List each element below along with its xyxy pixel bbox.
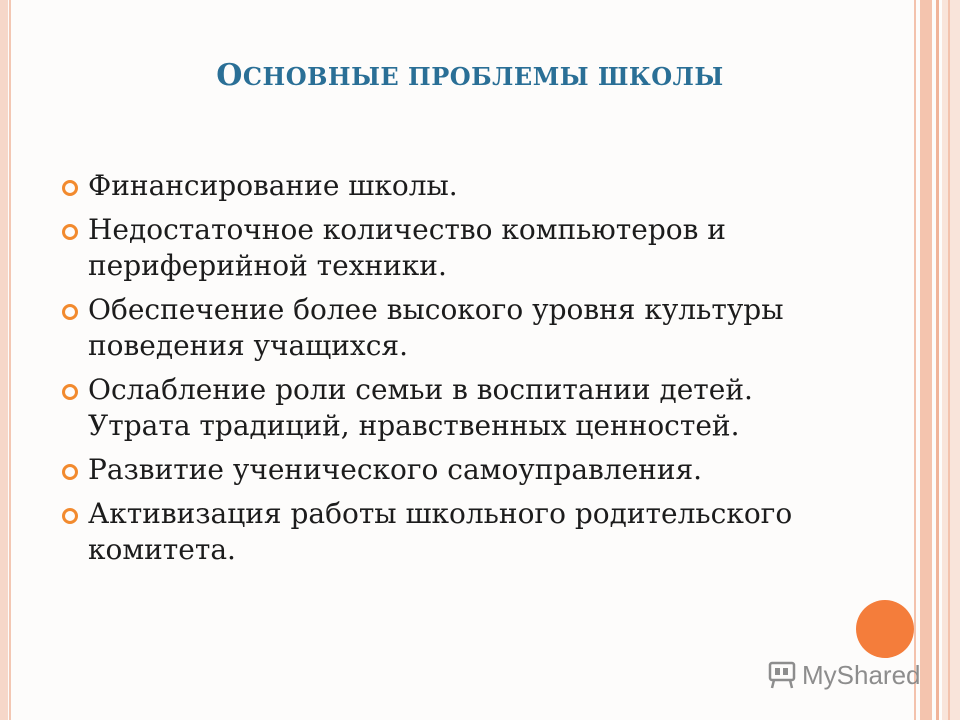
bullet-item (62, 372, 822, 444)
frame-right-border (942, 0, 960, 720)
bullet-item (62, 168, 822, 204)
slide-title: ОСНОВНЫЕ ПРОБЛЕМЫ ШКОЛЫ (216, 58, 724, 93)
bullet-ring-icon (62, 180, 78, 196)
bullet-ring-icon (62, 464, 78, 480)
bullet-text: Недостаточное количество компьютеров и периферийной техники. (88, 213, 726, 282)
bullet-ring-icon (62, 384, 78, 400)
bullet-text: Обеспечение более высокого уровня культуры поведения учащихся. (88, 293, 784, 362)
frame-right-line (936, 0, 939, 720)
bullet-text: Активизация работы школьного родительского комитета. (88, 497, 793, 566)
bullet-item (62, 452, 822, 488)
bullet-item (62, 292, 822, 364)
frame-left-line (9, 0, 11, 720)
bullet-ring-icon (62, 304, 78, 320)
frame-right-band (920, 0, 932, 720)
frame-right-line (948, 0, 950, 720)
frame-right-line (914, 0, 916, 720)
bullet-list (62, 168, 822, 576)
myshared-watermark[interactable] (768, 656, 921, 694)
bullet-ring-icon (62, 508, 78, 524)
bullet-text: Развитие ученического самоуправления. (88, 453, 703, 486)
bullet-item (62, 212, 822, 284)
decorative-orange-circle (856, 600, 914, 658)
bullet-text: Финансирование школы. (88, 169, 458, 202)
bullet-ring-icon (62, 224, 78, 240)
frame-left-border (0, 0, 8, 720)
bullet-text: Ослабление роли семьи в воспитании детей. Утрата традиций, нравственных ценностей. (88, 373, 753, 442)
watermark-text: MyShared (802, 659, 921, 690)
myshared-logo-icon (768, 660, 796, 690)
bullet-item (62, 496, 822, 568)
